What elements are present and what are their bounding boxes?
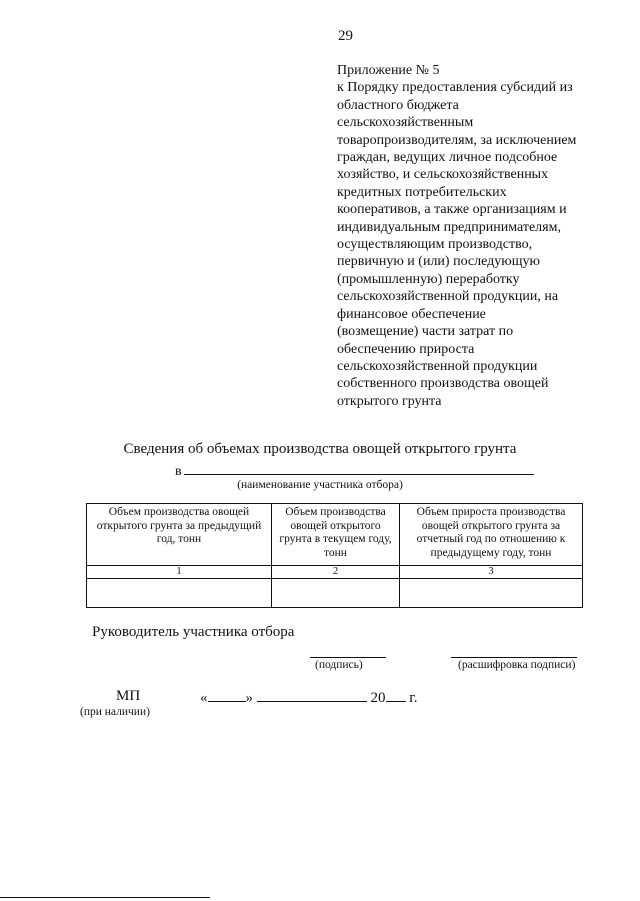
appendix-line: хозяйство, и сельскохозяйственных [337,167,549,183]
quote-close: » [245,690,253,706]
year-field[interactable] [386,688,406,702]
day-field[interactable] [208,688,246,702]
appendix-line: кооперативов, а также организациям и [337,202,567,218]
date-line [200,688,417,707]
head-label: Руководитель участника отбора [92,624,295,640]
appendix-line: осуществляющим производство, [337,237,533,253]
column-number: 3 [400,566,583,579]
appendix-line: сельскохозяйственной продукции, на [337,289,559,305]
appendix-line: Приложение № 5 [337,63,440,78]
appendix-line: обеспечению прироста [337,341,475,357]
participant-name-line [175,462,534,480]
participant-prefix: в [175,464,182,479]
appendix-line: собственного производства овощей [337,376,549,392]
column-number: 1 [87,566,272,579]
signature-caption: (подпись) [315,659,363,671]
appendix-line: к Порядку предоставления субсидий из [337,80,573,96]
column-number: 2 [272,566,400,579]
footer-rule [0,897,210,898]
year-suffix: г. [409,690,418,706]
stamp-label: МП [116,688,141,704]
table-cell-current-year[interactable] [272,579,400,608]
appendix-line: сельскохозяйственным [337,115,474,131]
appendix-line: (промышленную) переработку [337,271,520,287]
appendix-line: сельскохозяйственной продукции [337,358,538,374]
participant-name-field[interactable] [184,462,534,475]
signature-field[interactable] [310,657,386,658]
appendix-line: кредитных потребительских [337,184,507,200]
year-prefix: 20 [370,690,386,706]
appendix-line: финансовое обеспечение [337,306,486,322]
table-cell-growth[interactable] [400,579,583,608]
appendix-line: граждан, ведущих личное подсобное [337,150,558,166]
table-header-current-year: Объем производства овощей открытого грунта в текущем году, тонн [272,504,400,566]
signature-decode-caption: (расшифровка подписи) [458,659,576,671]
table-header-growth: Объем прироста производства овощей открытого грунта за отчетный год по отношению к предыдущему году, тонн [400,504,583,566]
appendix-line: открытого грунта [337,393,442,409]
table-cell-previous-year[interactable] [87,579,272,608]
signature-decode-field[interactable] [451,657,577,658]
page-number: 29 [338,28,353,44]
table-header-previous-year: Объем производства овощей открытого грунта за предыдущий год, тонн [87,504,272,566]
production-table [86,503,583,608]
appendix-header [337,62,607,410]
month-field[interactable] [257,688,367,702]
participant-caption: (наименование участника отбора) [237,479,403,491]
quote-open: « [200,690,208,706]
appendix-line: (возмещение) части затрат по [337,324,514,340]
appendix-line: первичную и (или) последующую [337,254,540,270]
appendix-line: областного бюджета [337,97,459,113]
stamp-note: (при наличии) [80,706,150,718]
document-title: Сведения об объемах производства овощей открытого грунта [123,441,517,457]
appendix-line: индивидуальным предпринимателям, [337,219,561,235]
appendix-line: товаропроизводителям, за исключением [337,132,577,148]
